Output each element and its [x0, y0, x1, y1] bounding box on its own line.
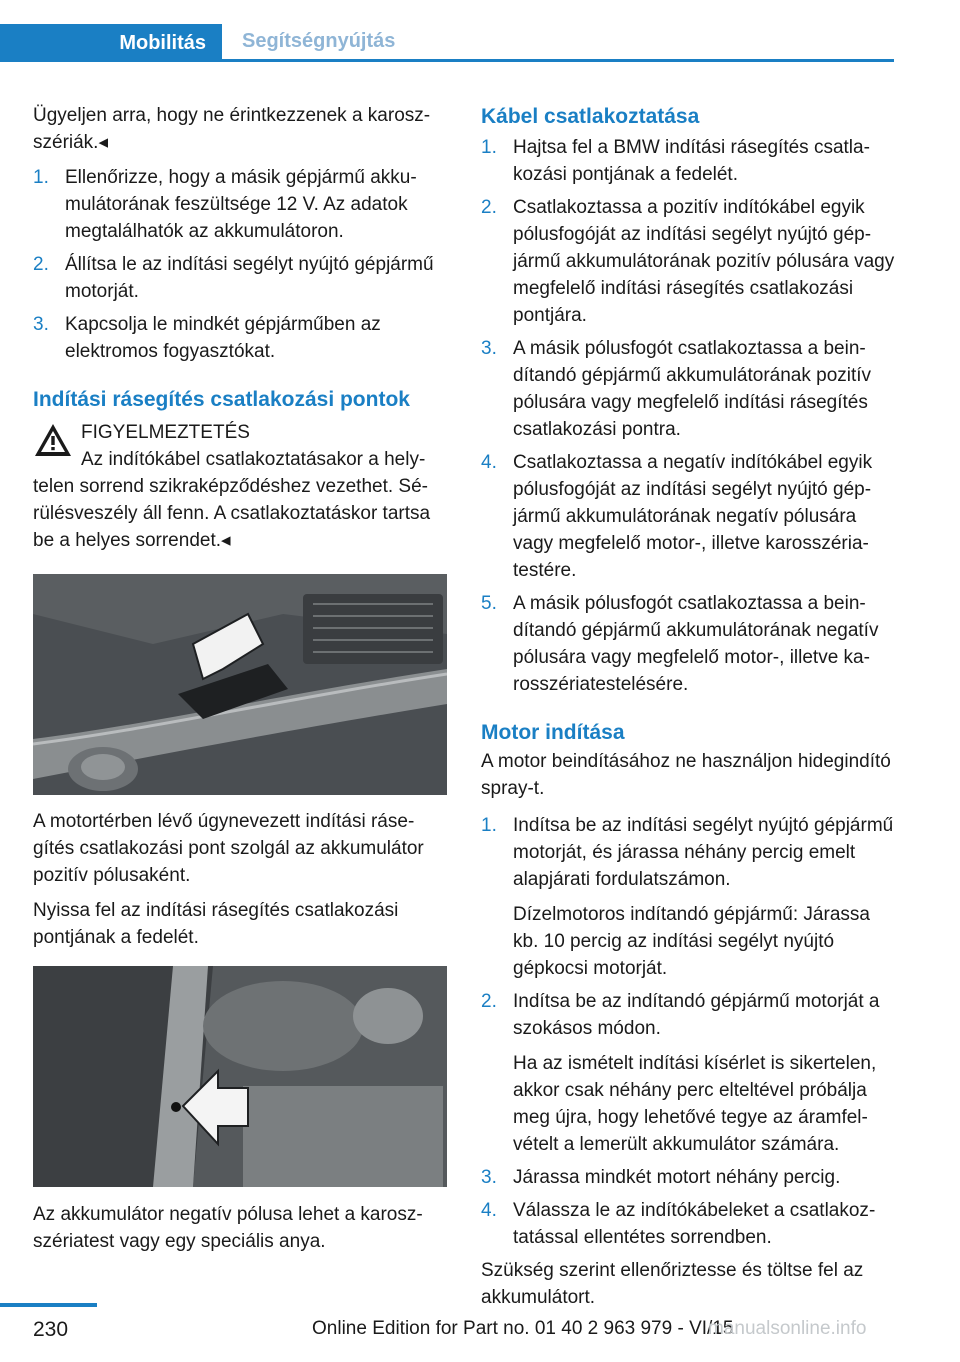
list-item: 2. Csatlakoztassa a pozitív indítókábel egyik pólusfogóját az indítási segélyt nyújtó gépjármű akkumulátorának pozitív pólusára vagy megfelelő indítási rásegítés csatlakozási pontjára.: [481, 197, 895, 326]
warning-block: [33, 419, 447, 554]
header-tabs: [0, 24, 894, 62]
closing-text: Szükség szerint ellenőriztesse és töltse fel az akkumulátort.: [481, 1260, 864, 1308]
cable-steps: [481, 134, 897, 698]
list-item: 1. Indítsa be az indítási segélyt nyújtó gépjármű motorját, és járassa néhány percig emelt alapjárati fordulatszámon. Dízelmotoros indítandó gépjármű: Járassa kb. 10 percig az indítási segélyt nyújtó gépkocsi motorját.: [481, 815, 894, 979]
list-item: 3. Járassa mindkét motort néhány percig.: [481, 1167, 841, 1188]
right-column: [481, 102, 897, 1311]
engine-bay-photo-2: [33, 966, 447, 1187]
list-item: 1. Hajtsa fel a BMW indítási rásegítés csatlakozási pontjának a fedelét.: [481, 137, 870, 185]
list-item: 2. Állítsa le az indítási segélyt nyújtó gépjármű motorját.: [33, 254, 434, 302]
list-item: 5. A másik pólusfogót csatlakoztassa a beindítandó gépjármű akkumulátorának negatív pólusára vagy megfelelő motor-, illetve karosszériatestelésére.: [481, 593, 879, 695]
tab-mobilitas[interactable]: Mobilitás: [0, 24, 222, 62]
footer-accent-line: [0, 1303, 97, 1307]
list-item: 1. Ellenőrizze, hogy a másik gépjármű akkumulátorának feszültsége 12 V. Az adatok megtalálhatók az akkumulátoron.: [33, 167, 417, 242]
engine-bay-photo-1: [33, 574, 447, 795]
intro-text: Ügyeljen arra, hogy ne érintkezzenek a karoszszériák.◂: [33, 105, 431, 153]
section2-intro: A motor beindításához ne használjon hidegindító spray-t.: [481, 751, 891, 799]
caption-2: Nyissa fel az indítási rásegítés csatlakozási pontjának a fedelét.: [33, 900, 399, 948]
page-number: 230: [33, 1318, 69, 1341]
warning-text: Az indítókábel csatlakoztatásakor a helytelen sorrend szikraképződéshez vezethet. Sérülésveszély áll fenn. A csatlakoztatáskor tartsa be a helyes sorrendet.◂: [33, 449, 431, 551]
left-column-top: [33, 102, 447, 554]
warning-triangle-icon: [33, 422, 73, 458]
engine-photo-illustration: [33, 966, 447, 1187]
left-column-middle: [33, 808, 447, 951]
warning-title: FIGYELMEZTETÉS: [81, 422, 250, 443]
tab-segitsegnyujtas[interactable]: Segítségnyújtás: [222, 24, 894, 62]
list-item: 3. A másik pólusfogót csatlakoztassa a beindítandó gépjármű akkumulátorának pozitív pólusára vagy megfelelő indítási rásegítés csatlakozási pontra.: [481, 338, 872, 440]
edition-text: Online Edition for Part no. 01 40 2 963 979 - VI/15: [312, 1318, 734, 1339]
section-title-kabel-csatlakoztatasa: Kábel csatlakoztatása: [481, 105, 700, 128]
caption-1: A motortérben lévő úgynevezett indítási rásegítés csatlakozási pont szolgál az akkumulátor pozitív pólusaként.: [33, 811, 424, 886]
list-item: 2. Indítsa be az indítandó gépjármű motorját a szokásos módon. Ha az ismételt indítási kísérlet is sikertelen, akkor csak néhány perc elteltével próbálja meg újra, hogy lehetővé tegye az áramfelvételt a lemerült akkumulátor számára.: [481, 991, 880, 1155]
start-steps: [481, 812, 897, 1251]
list-item: 4. Csatlakoztassa a negatív indítókábel egyik pólusfogóját az indítási segélyt nyújtó gépjármű akkumulátorának negatív pólusára vagy megfelelő motor-, illetve karosszériatestére.: [481, 452, 873, 581]
engine-photo-illustration: [33, 574, 447, 795]
left-column-bottom: [33, 1201, 447, 1255]
watermark: manualsonline.info: [708, 1318, 867, 1339]
list-item: 3. Kapcsolja le mindkét gépjárműben az elektromos fogyasztókat.: [33, 314, 381, 362]
section-title-csatlakozasi-pontok: Indítási rásegítés csatlakozási pontok: [33, 388, 410, 411]
caption-3: Az akkumulátor negatív pólusa lehet a karoszszériatest vagy egy speciális anya.: [33, 1204, 423, 1252]
prep-steps: [33, 164, 447, 365]
section-title-motor-inditasa: Motor indítása: [481, 721, 625, 744]
list-item: 4. Válassza le az indítókábeleket a csatlakoztatással ellentétes sorrendben.: [481, 1200, 876, 1248]
